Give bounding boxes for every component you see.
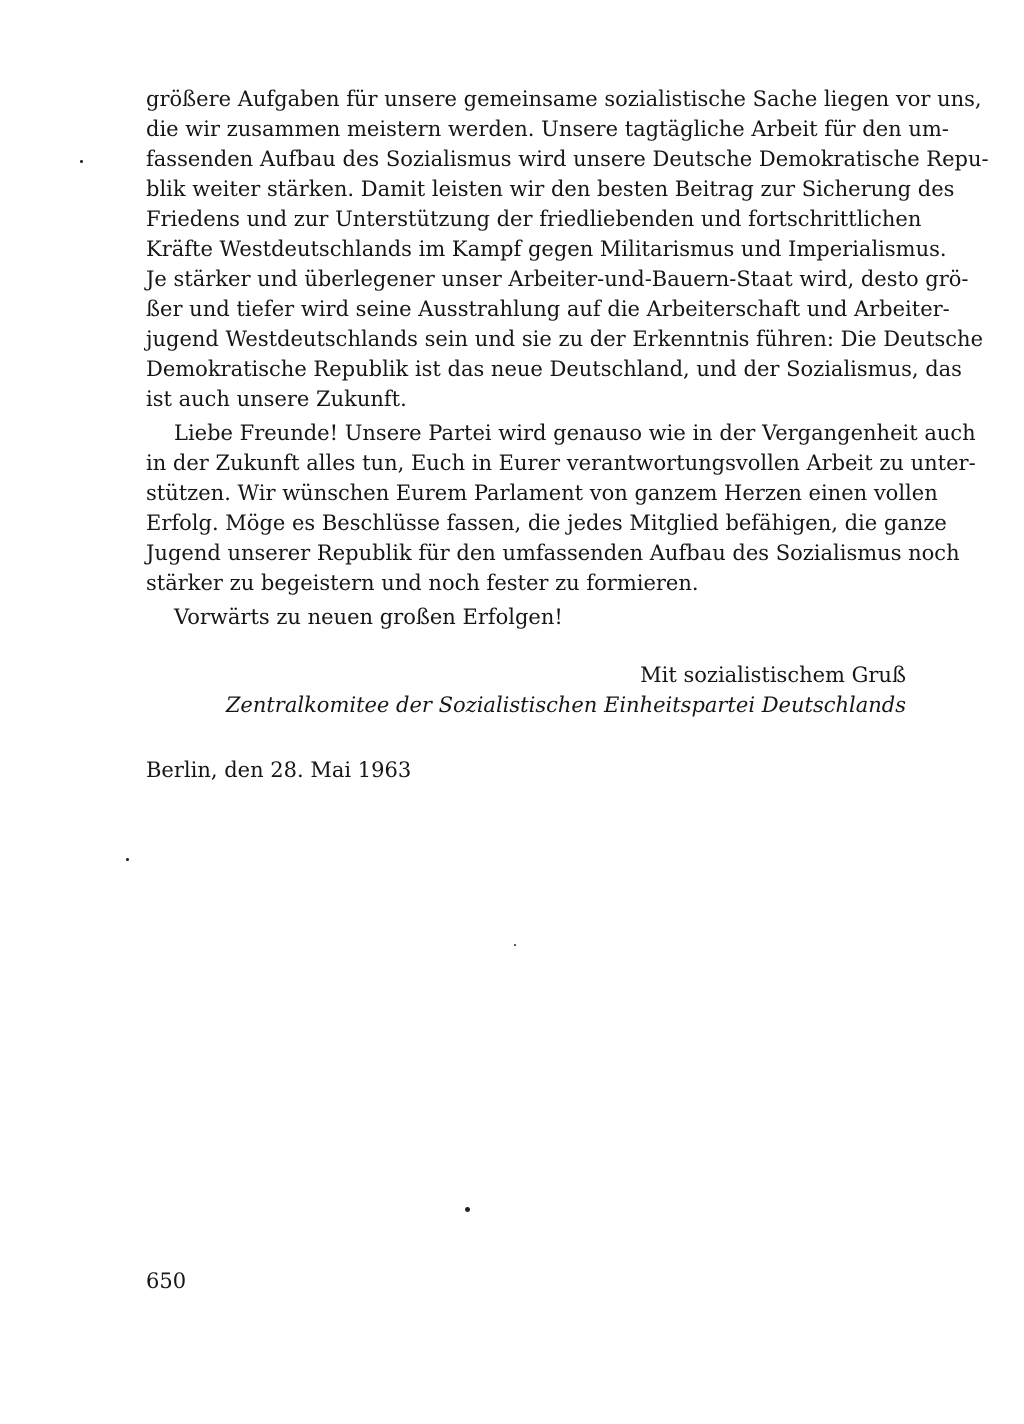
body-line: blik weiter stärken. Damit leisten wir den besten Beitrag zur Sicherung des xyxy=(146,177,955,201)
body-line: fassenden Aufbau des Sozialismus wird unsere Deutsche Demokratische Repu- xyxy=(146,147,989,171)
body-line: ist auch unsere Zukunft. xyxy=(146,387,407,411)
scan-speck xyxy=(465,1207,470,1212)
body-line: stützen. Wir wünschen Eurem Parlament von ganzem Herzen einen vollen xyxy=(146,481,938,505)
body-line: Liebe Freunde! Unsere Partei wird genauso wie in der Vergangenheit auch xyxy=(174,421,976,445)
body-line: größere Aufgaben für unsere gemeinsame sozialistische Sache liegen vor uns, xyxy=(146,87,982,111)
body-line: Demokratische Republik ist das neue Deutschland, und der Sozialismus, das xyxy=(146,357,962,381)
closing-greeting: Mit sozialistischem Gruß xyxy=(640,663,906,687)
body-line: Je stärker und überlegener unser Arbeiter-und-Bauern-Staat wird, desto grö- xyxy=(146,267,969,291)
body-line: jugend Westdeutschlands sein und sie zu der Erkenntnis führen: Die Deutsche xyxy=(146,327,983,351)
scan-speck xyxy=(514,944,516,946)
body-line: Kräfte Westdeutschlands im Kampf gegen Militarismus und Imperialismus. xyxy=(146,237,947,261)
scan-speck xyxy=(80,160,83,163)
scan-speck xyxy=(126,858,129,861)
body-line: in der Zukunft alles tun, Euch in Eurer verantwortungsvollen Arbeit zu unter- xyxy=(146,451,976,475)
body-line: Friedens und zur Unterstützung der friedliebenden und fortschrittlichen xyxy=(146,207,922,231)
body-line: stärker zu begeistern und noch fester zu formieren. xyxy=(146,571,699,595)
body-line: die wir zusammen meistern werden. Unsere tagtägliche Arbeit für den um- xyxy=(146,117,949,141)
body-line: Vorwärts zu neuen großen Erfolgen! xyxy=(174,605,563,629)
body-line: Erfolg. Möge es Beschlüsse fassen, die jedes Mitglied befähigen, die ganze xyxy=(146,511,947,535)
body-line: Jugend unserer Republik für den umfassenden Aufbau des Sozialismus noch xyxy=(146,541,960,565)
body-line: ßer und tiefer wird seine Ausstrahlung auf die Arbeiterschaft und Arbeiter- xyxy=(146,297,950,321)
closing-signature: Zentralkomitee der Sozialistischen Einheitspartei Deutschlands xyxy=(225,693,906,717)
page-number: 650 xyxy=(146,1269,187,1293)
dateline: Berlin, den 28. Mai 1963 xyxy=(146,758,412,782)
